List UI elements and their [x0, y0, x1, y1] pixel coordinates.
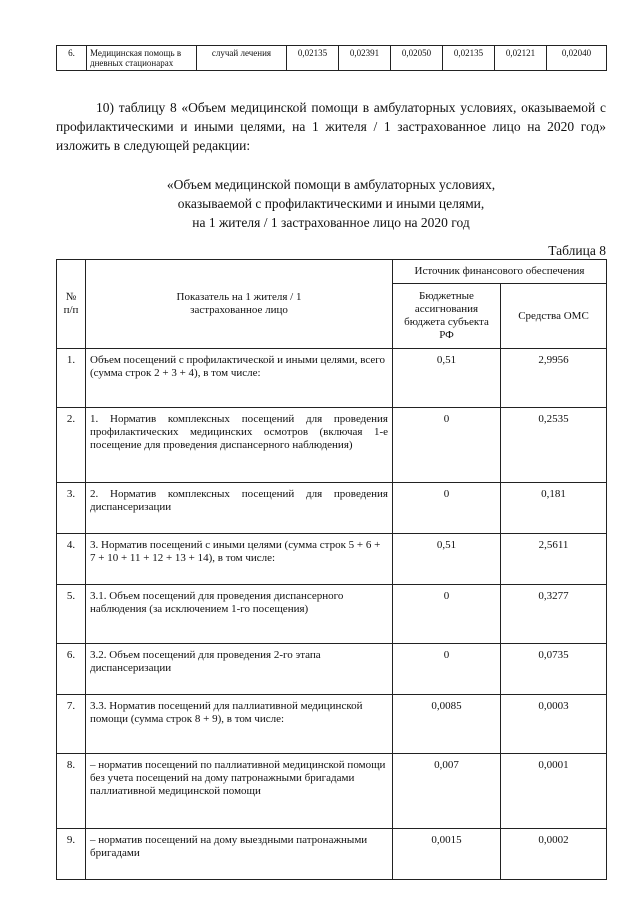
row-number: 3. — [57, 483, 86, 534]
row-oms-value: 0,0001 — [501, 754, 607, 829]
row-name: Медицинская помощь в дневных стационарах — [87, 46, 197, 71]
row-budget-value: 0,0085 — [393, 695, 501, 754]
header-source: Источник финансового обеспечения — [393, 260, 607, 284]
row-oms-value: 0,2535 — [501, 408, 607, 483]
row-number: 2. — [57, 408, 86, 483]
row-budget-value: 0,0015 — [393, 829, 501, 880]
row-oms-value: 0,0002 — [501, 829, 607, 880]
row-budget-value: 0,51 — [393, 534, 501, 585]
row-oms-value: 0,0735 — [501, 644, 607, 695]
header-budget: Бюджетные ассигнования бюджета субъекта РФ — [393, 284, 501, 349]
row-indicator: 2. Норматив комплексных посещений для проведения диспансеризации — [86, 483, 393, 534]
row-budget-value: 0 — [393, 408, 501, 483]
row-budget-value: 0 — [393, 483, 501, 534]
row-budget-value: 0 — [393, 585, 501, 644]
row-number: 1. — [57, 349, 86, 408]
row-indicator: – норматив посещений на дому выездными патронажными бригадами — [86, 829, 393, 880]
row-oms-value: 2,9956 — [501, 349, 607, 408]
table-title-line: на 1 жителя / 1 застрахованное лицо на 2020 год — [192, 215, 470, 230]
row-value: 0,02135 — [443, 46, 495, 71]
table-row — [57, 46, 607, 71]
row-indicator: 1. Норматив комплексных посещений для проведения профилактических медицинских осмотров (включая 1-е посещение для проведения диспансерного наблюдения) — [86, 408, 393, 483]
table-row — [57, 754, 607, 829]
row-budget-value: 0,007 — [393, 754, 501, 829]
table-title-line: «Объем медицинской помощи в амбулаторных условиях, — [166, 177, 496, 192]
header-indicator: Показатель на 1 жителя / 1 застрахованное лицо — [86, 260, 393, 349]
table-row — [57, 349, 607, 408]
row-value: 0,02135 — [287, 46, 339, 71]
header-row — [57, 260, 607, 284]
row-oms-value: 0,0003 — [501, 695, 607, 754]
header-oms: Средства ОМС — [501, 284, 607, 349]
row-value: 0,02040 — [547, 46, 607, 71]
table-row — [57, 408, 607, 483]
table-number: Таблица 8 — [548, 243, 606, 258]
table-row — [57, 483, 607, 534]
table-title — [56, 175, 606, 232]
row-indicator: 3.3. Норматив посещений для паллиативной медицинской помощи (сумма строк 8 + 9), в том числе: — [86, 695, 393, 754]
row-indicator: Объем посещений с профилактической и иными целями, всего (сумма строк 2 + 3 + 4), в том числе: — [86, 349, 393, 408]
row-unit: случай лечения — [197, 46, 287, 71]
volume-table — [56, 259, 607, 880]
table-row — [57, 829, 607, 880]
row-indicator: 3. Норматив посещений с иными целями (сумма строк 5 + 6 + 7 + 10 + 11 + 12 + 13 + 14), в том числе: — [86, 534, 393, 585]
amendment-paragraph: 10) таблицу 8 «Объем медицинской помощи в амбулаторных условиях, оказываемой с профилактическими и иными целями, на 1 жителя / 1 застрахованное лицо на 2020 год» изложить в следующей редакции: — [56, 100, 606, 153]
row-number: 5. — [57, 585, 86, 644]
row-indicator: 3.2. Объем посещений для проведения 2-го этапа диспансеризации — [86, 644, 393, 695]
table-row — [57, 695, 607, 754]
row-budget-value: 0 — [393, 644, 501, 695]
header-num: № п/п — [57, 260, 86, 349]
row-number: 6. — [57, 46, 87, 71]
row-number: 4. — [57, 534, 86, 585]
row-value: 0,02050 — [391, 46, 443, 71]
table-row — [57, 534, 607, 585]
row-value: 0,02391 — [339, 46, 391, 71]
row-budget-value: 0,51 — [393, 349, 501, 408]
continuation-table — [56, 45, 607, 71]
row-oms-value: 2,5611 — [501, 534, 607, 585]
row-number: 6. — [57, 644, 86, 695]
row-number: 8. — [57, 754, 86, 829]
row-number: 7. — [57, 695, 86, 754]
table-row — [57, 644, 607, 695]
row-indicator: – норматив посещений по паллиативной медицинской помощи без учета посещений на дому патронажными бригадами паллиативной медицинской помощи — [86, 754, 393, 829]
row-oms-value: 0,181 — [501, 483, 607, 534]
row-indicator: 3.1. Объем посещений для проведения диспансерного наблюдения (за исключением 1-го посещения) — [86, 585, 393, 644]
row-number: 9. — [57, 829, 86, 880]
row-oms-value: 0,3277 — [501, 585, 607, 644]
row-value: 0,02121 — [495, 46, 547, 71]
table-row — [57, 585, 607, 644]
table-title-line: оказываемой с профилактическими и иными целями, — [177, 196, 485, 211]
